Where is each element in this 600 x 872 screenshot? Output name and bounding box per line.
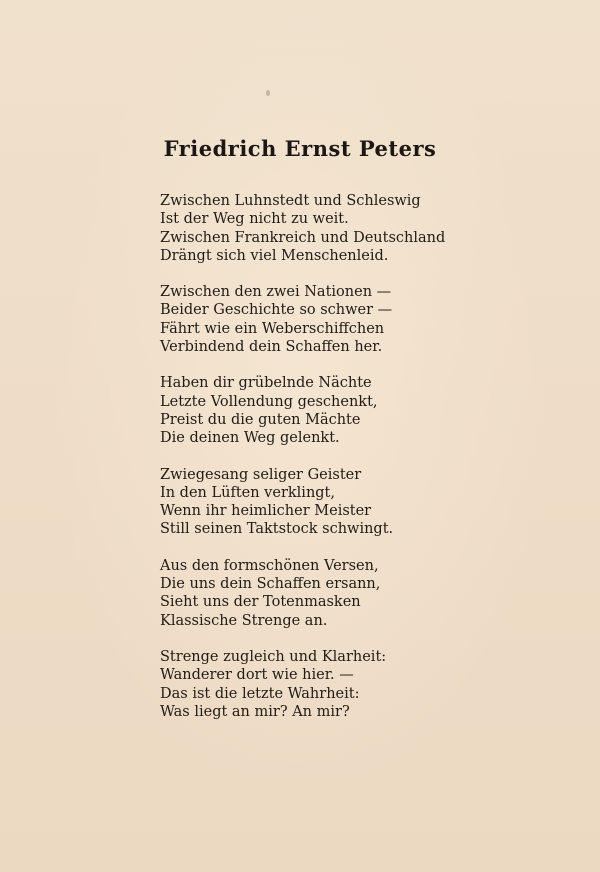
- stanza-3: [160, 374, 580, 447]
- poem-line: Wanderer dort wie hier. —: [160, 667, 354, 684]
- poem-line: Aus den formschönen Versen,: [160, 557, 379, 574]
- poem-line: Zwischen Luhnstedt und Schleswig: [160, 193, 421, 209]
- stanza-4: [160, 466, 580, 539]
- stanza-6: [160, 648, 580, 721]
- poem-title: Friedrich Ernst Peters: [163, 136, 437, 161]
- stanza-5: [160, 557, 580, 630]
- poem-line: In den Lüften verklingt,: [160, 484, 335, 501]
- poem-line: Ist der Weg nicht zu weit.: [160, 211, 349, 228]
- poem-line: Preist du die guten Mächte: [160, 411, 361, 428]
- poem-line: Was liegt an mir? An mir?: [160, 703, 350, 720]
- paper-speck: [266, 90, 270, 96]
- poem-line: Beider Geschichte so schwer —: [160, 302, 393, 319]
- stanza-2: [160, 283, 580, 356]
- poem-line: Zwischen den zwei Nationen —: [160, 284, 392, 301]
- poem-line: Strenge zugleich und Klarheit:: [160, 648, 387, 665]
- poem-line: Die deinen Weg gelenkt.: [160, 430, 340, 447]
- poem-line: Verbindend dein Schaffen her.: [160, 339, 383, 356]
- poem-line: Die uns dein Schaffen ersann,: [160, 576, 381, 593]
- poem-line: Letzte Vollendung geschenkt,: [160, 393, 378, 410]
- poem-line: Wenn ihr heimlicher Meister: [160, 503, 372, 520]
- poem-line: Still seinen Taktstock schwingt.: [160, 521, 394, 538]
- poem-line: Klassische Strenge an.: [160, 612, 328, 629]
- stanza-1: [160, 192, 580, 265]
- poem-line: Drängt sich viel Menschenleid.: [160, 247, 389, 264]
- poem-line: Zwischen Frankreich und Deutschland: [160, 229, 446, 246]
- poem-line: Sieht uns der Totenmasken: [160, 594, 361, 611]
- poem-body: [160, 192, 580, 739]
- poem-line: Fährt wie ein Weberschiffchen: [160, 320, 385, 337]
- poem-line: Zwiegesang seliger Geister: [160, 466, 362, 483]
- poem-line: Das ist die letzte Wahrheit:: [160, 685, 360, 702]
- poem-line: Haben dir grübelnde Nächte: [160, 375, 372, 392]
